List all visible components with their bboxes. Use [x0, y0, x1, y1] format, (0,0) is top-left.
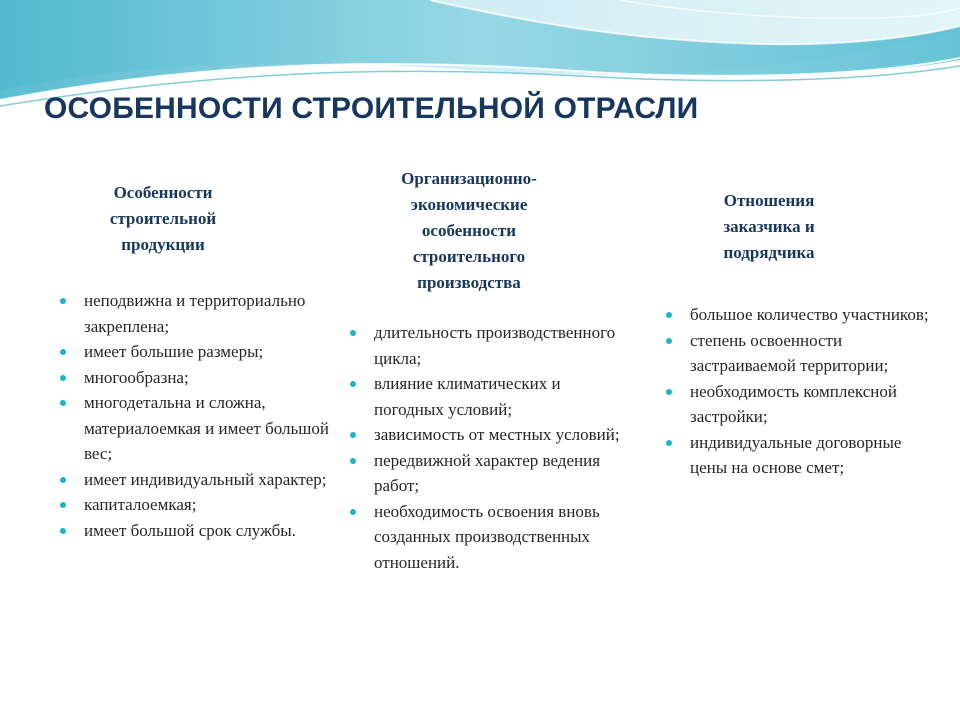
bullet-dot-icon: [666, 338, 672, 344]
bullet-dot-icon: [60, 528, 66, 534]
column-client-contractor-relations: [664, 188, 934, 481]
heading-line: экономические: [410, 195, 528, 214]
list-item: [348, 448, 628, 499]
column-product-features: [58, 180, 330, 543]
list-item: [58, 467, 330, 493]
slide-title: ОСОБЕННОСТИ СТРОИТЕЛЬНОЙ ОТРАСЛИ: [44, 92, 699, 125]
list-item: [348, 499, 628, 576]
list-item-text: капиталоемкая;: [84, 495, 197, 514]
list-item: [58, 288, 330, 339]
heading-line: производства: [417, 273, 521, 292]
bullet-dot-icon: [60, 375, 66, 381]
bullet-dot-icon: [666, 389, 672, 395]
heading-line: строительного: [412, 247, 526, 266]
list-item: [58, 518, 330, 544]
list-item-text: необходимость комплексной застройки;: [690, 381, 897, 426]
bullet-dot-icon: [60, 477, 66, 483]
bullet-dot-icon: [60, 349, 66, 355]
list-item-text: необходимость освоения вновь созданных производственных отношений.: [374, 501, 600, 572]
bullet-dot-icon: [350, 330, 356, 336]
list-item-text: передвижной характер ведения работ;: [374, 450, 601, 495]
bullet-dot-icon: [60, 298, 66, 304]
list-item-text: многодетальна и сложна, материалоемкая и имеет большой вес;: [84, 393, 329, 463]
column-organizational-features: [348, 166, 628, 575]
list-item: [664, 430, 934, 481]
bullet-list: [348, 320, 628, 575]
bullet-dot-icon: [666, 312, 672, 318]
list-item: [58, 365, 330, 391]
list-item: [664, 328, 934, 379]
list-item: [58, 492, 330, 518]
list-item-text: влияние климатических и погодных условий;: [374, 374, 561, 419]
list-item-text: индивидуальные договорные цены на основе смет;: [690, 432, 902, 477]
bullet-list: [58, 288, 330, 543]
list-item: [664, 379, 934, 430]
list-item: [348, 371, 628, 422]
bullet-dot-icon: [60, 400, 66, 406]
list-item-text: зависимость от местных условий;: [374, 425, 620, 444]
bullet-dot-icon: [666, 440, 672, 446]
list-item-text: имеет индивидуальный характер;: [84, 469, 327, 489]
bullet-dot-icon: [350, 458, 356, 464]
bullet-dot-icon: [350, 432, 356, 438]
heading-line: Организационно-: [401, 169, 537, 188]
heading-line: Отношения: [723, 191, 815, 210]
heading-line: подрядчика: [723, 243, 815, 262]
heading-line: Особенности: [113, 183, 213, 202]
list-item-text: неподвижна и территориально закреплена;: [84, 291, 306, 336]
list-item: [348, 422, 628, 448]
list-item: [348, 320, 628, 371]
bullet-dot-icon: [60, 502, 66, 508]
column-heading: [348, 166, 590, 296]
list-item: [58, 339, 330, 365]
list-item-text: степень освоенности застраиваемой территории;: [690, 330, 889, 375]
list-item-text: имеет большой срок службы.: [84, 520, 296, 540]
column-heading: [58, 180, 268, 258]
heading-line: особенности: [421, 221, 517, 240]
bullet-dot-icon: [350, 381, 356, 387]
list-item: [58, 390, 330, 467]
list-item-text: длительность производственного цикла;: [374, 323, 616, 368]
list-item: [664, 302, 934, 328]
bullet-list: [664, 302, 934, 481]
heading-line: строительной: [109, 209, 217, 228]
list-item-text: многообразна;: [84, 367, 189, 387]
list-item-text: имеет большие размеры;: [84, 342, 264, 361]
heading-line: продукции: [121, 235, 205, 254]
list-item-text: большое количество участников;: [690, 305, 929, 324]
column-heading: [664, 188, 874, 266]
heading-line: заказчика и: [723, 217, 815, 236]
bullet-dot-icon: [350, 509, 356, 515]
